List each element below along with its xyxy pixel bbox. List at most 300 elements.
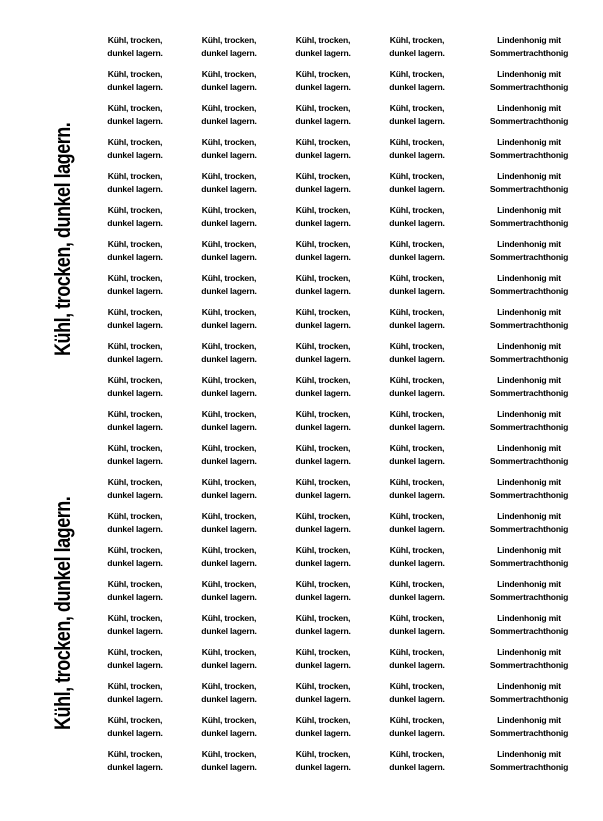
- product-label: [464, 204, 594, 238]
- product-label: [464, 136, 594, 170]
- storage-label: [88, 68, 182, 102]
- label-line1: Kühl, trocken,: [201, 511, 257, 521]
- label-line1: Lindenhonig mit: [497, 341, 561, 351]
- label-line2: dunkel lagern.: [201, 184, 257, 194]
- product-label: [464, 714, 594, 748]
- storage-label: [370, 340, 464, 374]
- storage-label: [370, 646, 464, 680]
- label-row: [88, 680, 594, 714]
- storage-label: [88, 510, 182, 544]
- label-line2: dunkel lagern.: [295, 524, 351, 534]
- storage-label: [276, 646, 370, 680]
- label-line2: dunkel lagern.: [295, 490, 351, 500]
- label-line1: Kühl, trocken,: [201, 103, 257, 113]
- storage-label: [182, 510, 276, 544]
- label-line1: Kühl, trocken,: [389, 137, 445, 147]
- label-line1: Kühl, trocken,: [107, 307, 163, 317]
- label-line1: Lindenhonig mit: [497, 375, 561, 385]
- storage-label: [276, 714, 370, 748]
- storage-label: [276, 204, 370, 238]
- side-label-top: Kühl, trocken, dunkel lagern.: [50, 122, 75, 356]
- label-line2: dunkel lagern.: [201, 354, 257, 364]
- storage-label: [276, 306, 370, 340]
- label-line2: dunkel lagern.: [201, 626, 257, 636]
- storage-label: [370, 68, 464, 102]
- storage-label: [276, 340, 370, 374]
- storage-label: [276, 68, 370, 102]
- product-label: [464, 272, 594, 306]
- label-line2: dunkel lagern.: [201, 728, 257, 738]
- label-line1: Kühl, trocken,: [295, 681, 351, 691]
- storage-label: [276, 408, 370, 442]
- storage-label: [88, 408, 182, 442]
- storage-label: [276, 442, 370, 476]
- label-line1: Lindenhonig mit: [497, 443, 561, 453]
- label-line2: dunkel lagern.: [107, 184, 163, 194]
- product-label: [464, 102, 594, 136]
- product-label: [464, 68, 594, 102]
- label-line1: Kühl, trocken,: [295, 749, 351, 759]
- storage-label: [276, 102, 370, 136]
- label-line2: Sommertrachthonig: [489, 694, 569, 704]
- label-line2: Sommertrachthonig: [489, 660, 569, 670]
- label-line1: Kühl, trocken,: [107, 171, 163, 181]
- label-line1: Lindenhonig mit: [497, 613, 561, 623]
- storage-label: [88, 340, 182, 374]
- label-line2: dunkel lagern.: [201, 456, 257, 466]
- label-line1: Kühl, trocken,: [107, 749, 163, 759]
- label-line1: Kühl, trocken,: [107, 443, 163, 453]
- label-line2: dunkel lagern.: [201, 490, 257, 500]
- storage-label: [182, 748, 276, 782]
- label-line1: Lindenhonig mit: [497, 545, 561, 555]
- storage-label: [182, 646, 276, 680]
- label-line1: Kühl, trocken,: [107, 69, 163, 79]
- label-line1: Kühl, trocken,: [107, 205, 163, 215]
- label-line1: Kühl, trocken,: [295, 613, 351, 623]
- label-line1: Lindenhonig mit: [497, 239, 561, 249]
- label-line2: dunkel lagern.: [389, 558, 445, 568]
- label-line1: Kühl, trocken,: [107, 375, 163, 385]
- product-label: [464, 306, 594, 340]
- label-line1: Kühl, trocken,: [201, 273, 257, 283]
- label-line2: Sommertrachthonig: [489, 82, 569, 92]
- label-line1: Kühl, trocken,: [295, 443, 351, 453]
- label-line2: dunkel lagern.: [389, 762, 445, 772]
- label-line2: dunkel lagern.: [201, 592, 257, 602]
- label-line1: Lindenhonig mit: [497, 205, 561, 215]
- label-line2: dunkel lagern.: [295, 762, 351, 772]
- label-line1: Kühl, trocken,: [201, 375, 257, 385]
- label-row: [88, 476, 594, 510]
- label-line2: dunkel lagern.: [201, 218, 257, 228]
- label-line1: Kühl, trocken,: [389, 749, 445, 759]
- label-line1: Kühl, trocken,: [107, 647, 163, 657]
- label-row: [88, 204, 594, 238]
- label-line2: dunkel lagern.: [107, 252, 163, 262]
- label-line1: Lindenhonig mit: [497, 273, 561, 283]
- label-line1: Kühl, trocken,: [295, 545, 351, 555]
- storage-label: [88, 714, 182, 748]
- label-line2: dunkel lagern.: [201, 660, 257, 670]
- storage-label: [276, 612, 370, 646]
- label-line2: Sommertrachthonig: [489, 150, 569, 160]
- label-line2: dunkel lagern.: [107, 388, 163, 398]
- storage-label: [276, 510, 370, 544]
- storage-label: [276, 374, 370, 408]
- label-line1: Kühl, trocken,: [201, 205, 257, 215]
- label-line2: dunkel lagern.: [107, 728, 163, 738]
- storage-label: [370, 170, 464, 204]
- label-line1: Kühl, trocken,: [389, 477, 445, 487]
- label-line1: Kühl, trocken,: [201, 477, 257, 487]
- label-row: [88, 408, 594, 442]
- label-line1: Kühl, trocken,: [295, 35, 351, 45]
- label-line2: dunkel lagern.: [389, 218, 445, 228]
- storage-label: [370, 544, 464, 578]
- product-label: [464, 340, 594, 374]
- storage-label: [276, 136, 370, 170]
- label-line2: Sommertrachthonig: [489, 320, 569, 330]
- storage-label: [370, 136, 464, 170]
- label-line2: dunkel lagern.: [201, 762, 257, 772]
- label-line1: Kühl, trocken,: [201, 545, 257, 555]
- label-row: [88, 272, 594, 306]
- label-line2: dunkel lagern.: [295, 48, 351, 58]
- label-line2: dunkel lagern.: [295, 252, 351, 262]
- storage-label: [370, 408, 464, 442]
- label-line1: Lindenhonig mit: [497, 749, 561, 759]
- storage-label: [370, 442, 464, 476]
- label-line1: Kühl, trocken,: [295, 273, 351, 283]
- storage-label: [276, 578, 370, 612]
- label-line1: Kühl, trocken,: [107, 35, 163, 45]
- storage-label: [370, 612, 464, 646]
- label-line2: dunkel lagern.: [107, 558, 163, 568]
- label-line2: dunkel lagern.: [295, 150, 351, 160]
- label-row: [88, 646, 594, 680]
- label-row: [88, 340, 594, 374]
- label-row: [88, 170, 594, 204]
- side-label-bottom: Kühl, trocken, dunkel lagern.: [50, 496, 75, 730]
- label-line1: Kühl, trocken,: [107, 545, 163, 555]
- label-line2: Sommertrachthonig: [489, 388, 569, 398]
- label-line1: Kühl, trocken,: [201, 647, 257, 657]
- label-line1: Kühl, trocken,: [389, 239, 445, 249]
- label-line2: dunkel lagern.: [295, 626, 351, 636]
- storage-label: [88, 34, 182, 68]
- label-line2: dunkel lagern.: [389, 660, 445, 670]
- label-line1: Kühl, trocken,: [295, 103, 351, 113]
- label-line2: Sommertrachthonig: [489, 626, 569, 636]
- label-line1: Lindenhonig mit: [497, 647, 561, 657]
- label-line2: dunkel lagern.: [201, 82, 257, 92]
- storage-label: [276, 170, 370, 204]
- label-line2: dunkel lagern.: [389, 184, 445, 194]
- label-line2: dunkel lagern.: [107, 524, 163, 534]
- label-line2: dunkel lagern.: [389, 48, 445, 58]
- label-line1: Kühl, trocken,: [295, 341, 351, 351]
- label-line2: Sommertrachthonig: [489, 524, 569, 534]
- storage-label: [182, 170, 276, 204]
- label-line2: dunkel lagern.: [201, 388, 257, 398]
- label-line1: Kühl, trocken,: [389, 443, 445, 453]
- label-line2: Sommertrachthonig: [489, 218, 569, 228]
- label-line2: dunkel lagern.: [389, 150, 445, 160]
- label-line2: dunkel lagern.: [107, 116, 163, 126]
- label-line2: dunkel lagern.: [107, 48, 163, 58]
- label-line2: dunkel lagern.: [107, 422, 163, 432]
- label-line2: dunkel lagern.: [201, 558, 257, 568]
- label-line2: dunkel lagern.: [295, 184, 351, 194]
- product-label: [464, 238, 594, 272]
- storage-label: [88, 238, 182, 272]
- label-line2: dunkel lagern.: [295, 728, 351, 738]
- label-line1: Kühl, trocken,: [107, 409, 163, 419]
- label-line2: Sommertrachthonig: [489, 592, 569, 602]
- label-row: [88, 68, 594, 102]
- product-label: [464, 578, 594, 612]
- storage-label: [370, 272, 464, 306]
- label-line1: Kühl, trocken,: [295, 511, 351, 521]
- storage-label: [370, 102, 464, 136]
- storage-label: [276, 680, 370, 714]
- label-line1: Kühl, trocken,: [295, 205, 351, 215]
- label-line1: Kühl, trocken,: [107, 273, 163, 283]
- label-line2: dunkel lagern.: [107, 354, 163, 364]
- label-line2: dunkel lagern.: [107, 626, 163, 636]
- label-line1: Kühl, trocken,: [201, 749, 257, 759]
- label-line2: dunkel lagern.: [389, 116, 445, 126]
- label-line1: Kühl, trocken,: [389, 273, 445, 283]
- label-line2: dunkel lagern.: [107, 150, 163, 160]
- storage-label: [276, 476, 370, 510]
- label-line2: Sommertrachthonig: [489, 762, 569, 772]
- label-line2: dunkel lagern.: [295, 456, 351, 466]
- product-label: [464, 442, 594, 476]
- label-line2: dunkel lagern.: [201, 286, 257, 296]
- label-row: [88, 374, 594, 408]
- label-line2: dunkel lagern.: [201, 150, 257, 160]
- label-line2: dunkel lagern.: [389, 524, 445, 534]
- storage-label: [370, 578, 464, 612]
- label-line2: dunkel lagern.: [201, 252, 257, 262]
- storage-label: [276, 238, 370, 272]
- label-line2: dunkel lagern.: [389, 694, 445, 704]
- label-line2: dunkel lagern.: [295, 592, 351, 602]
- storage-label: [182, 612, 276, 646]
- label-line1: Kühl, trocken,: [107, 239, 163, 249]
- label-line1: Lindenhonig mit: [497, 715, 561, 725]
- label-line1: Lindenhonig mit: [497, 171, 561, 181]
- storage-label: [88, 680, 182, 714]
- label-line1: Kühl, trocken,: [295, 137, 351, 147]
- storage-label: [370, 748, 464, 782]
- product-label: [464, 476, 594, 510]
- storage-label: [88, 170, 182, 204]
- label-line1: Lindenhonig mit: [497, 35, 561, 45]
- label-line1: Kühl, trocken,: [201, 307, 257, 317]
- label-row: [88, 136, 594, 170]
- storage-label: [182, 306, 276, 340]
- storage-label: [276, 34, 370, 68]
- label-line2: Sommertrachthonig: [489, 456, 569, 466]
- label-line1: Lindenhonig mit: [497, 409, 561, 419]
- storage-label: [182, 374, 276, 408]
- label-line1: Kühl, trocken,: [201, 715, 257, 725]
- label-line1: Kühl, trocken,: [389, 35, 445, 45]
- label-line2: Sommertrachthonig: [489, 354, 569, 364]
- label-line2: dunkel lagern.: [295, 82, 351, 92]
- storage-label: [370, 510, 464, 544]
- storage-label: [88, 272, 182, 306]
- storage-label: [370, 306, 464, 340]
- label-line2: Sommertrachthonig: [489, 422, 569, 432]
- storage-label: [88, 612, 182, 646]
- label-line2: dunkel lagern.: [389, 82, 445, 92]
- storage-label: [182, 442, 276, 476]
- storage-label: [370, 680, 464, 714]
- product-label: [464, 680, 594, 714]
- label-line1: Kühl, trocken,: [389, 579, 445, 589]
- storage-label: [182, 136, 276, 170]
- product-label: [464, 170, 594, 204]
- storage-label: [88, 136, 182, 170]
- product-label: [464, 544, 594, 578]
- label-line1: Lindenhonig mit: [497, 511, 561, 521]
- label-line2: dunkel lagern.: [295, 388, 351, 398]
- label-line2: dunkel lagern.: [389, 422, 445, 432]
- label-row: [88, 306, 594, 340]
- storage-label: [182, 204, 276, 238]
- label-line1: Kühl, trocken,: [295, 307, 351, 317]
- label-line1: Kühl, trocken,: [107, 477, 163, 487]
- label-line1: Kühl, trocken,: [389, 171, 445, 181]
- label-line2: dunkel lagern.: [389, 354, 445, 364]
- label-line1: Kühl, trocken,: [295, 69, 351, 79]
- label-line2: Sommertrachthonig: [489, 116, 569, 126]
- label-line1: Kühl, trocken,: [389, 409, 445, 419]
- label-line1: Kühl, trocken,: [295, 579, 351, 589]
- storage-label: [88, 442, 182, 476]
- label-line1: Kühl, trocken,: [107, 579, 163, 589]
- label-line1: Lindenhonig mit: [497, 137, 561, 147]
- label-line1: Kühl, trocken,: [389, 375, 445, 385]
- label-row: [88, 442, 594, 476]
- label-line1: Kühl, trocken,: [201, 35, 257, 45]
- storage-label: [370, 34, 464, 68]
- label-line2: dunkel lagern.: [389, 728, 445, 738]
- product-label: [464, 748, 594, 782]
- storage-label: [88, 578, 182, 612]
- label-line2: dunkel lagern.: [389, 320, 445, 330]
- label-row: [88, 510, 594, 544]
- label-line2: Sommertrachthonig: [489, 728, 569, 738]
- label-line1: Lindenhonig mit: [497, 477, 561, 487]
- label-line1: Kühl, trocken,: [201, 613, 257, 623]
- label-line1: Kühl, trocken,: [295, 647, 351, 657]
- label-line2: dunkel lagern.: [201, 48, 257, 58]
- product-label: [464, 612, 594, 646]
- storage-label: [370, 374, 464, 408]
- label-row: [88, 544, 594, 578]
- product-label: [464, 408, 594, 442]
- storage-label: [182, 34, 276, 68]
- label-line1: Kühl, trocken,: [201, 137, 257, 147]
- label-line1: Lindenhonig mit: [497, 307, 561, 317]
- label-line2: Sommertrachthonig: [489, 48, 569, 58]
- storage-label: [182, 578, 276, 612]
- label-line2: Sommertrachthonig: [489, 558, 569, 568]
- label-grid: [88, 34, 594, 782]
- label-line1: Kühl, trocken,: [295, 477, 351, 487]
- storage-label: [276, 272, 370, 306]
- label-line2: Sommertrachthonig: [489, 490, 569, 500]
- label-line1: Kühl, trocken,: [389, 647, 445, 657]
- storage-label: [182, 102, 276, 136]
- label-line2: dunkel lagern.: [389, 252, 445, 262]
- label-line2: dunkel lagern.: [295, 422, 351, 432]
- storage-label: [370, 238, 464, 272]
- label-line1: Kühl, trocken,: [201, 341, 257, 351]
- label-row: [88, 612, 594, 646]
- label-line2: Sommertrachthonig: [489, 184, 569, 194]
- product-label: [464, 34, 594, 68]
- label-line1: Lindenhonig mit: [497, 681, 561, 691]
- label-line2: dunkel lagern.: [389, 286, 445, 296]
- storage-label: [88, 102, 182, 136]
- label-line1: Kühl, trocken,: [389, 341, 445, 351]
- label-line1: Lindenhonig mit: [497, 579, 561, 589]
- label-line2: dunkel lagern.: [107, 490, 163, 500]
- label-line1: Kühl, trocken,: [295, 409, 351, 419]
- label-line1: Kühl, trocken,: [107, 613, 163, 623]
- product-label: [464, 374, 594, 408]
- storage-label: [182, 340, 276, 374]
- label-row: [88, 578, 594, 612]
- storage-label: [182, 544, 276, 578]
- label-line2: dunkel lagern.: [201, 320, 257, 330]
- label-line2: dunkel lagern.: [295, 558, 351, 568]
- label-line2: dunkel lagern.: [201, 116, 257, 126]
- label-line2: dunkel lagern.: [107, 286, 163, 296]
- label-line2: dunkel lagern.: [201, 694, 257, 704]
- label-line2: Sommertrachthonig: [489, 286, 569, 296]
- label-line2: dunkel lagern.: [201, 524, 257, 534]
- storage-label: [182, 68, 276, 102]
- product-label: [464, 646, 594, 680]
- label-line1: Kühl, trocken,: [201, 171, 257, 181]
- label-line2: dunkel lagern.: [295, 116, 351, 126]
- storage-label: [370, 204, 464, 238]
- storage-label: [276, 544, 370, 578]
- label-line2: dunkel lagern.: [389, 388, 445, 398]
- label-line2: dunkel lagern.: [295, 354, 351, 364]
- label-line1: Kühl, trocken,: [389, 681, 445, 691]
- storage-label: [88, 374, 182, 408]
- storage-label: [88, 476, 182, 510]
- storage-label: [88, 748, 182, 782]
- label-line1: Lindenhonig mit: [497, 69, 561, 79]
- storage-label: [88, 544, 182, 578]
- label-line1: Kühl, trocken,: [107, 715, 163, 725]
- label-row: [88, 34, 594, 68]
- label-line2: dunkel lagern.: [107, 694, 163, 704]
- storage-label: [182, 714, 276, 748]
- label-row: [88, 748, 594, 782]
- label-line1: Kühl, trocken,: [201, 443, 257, 453]
- storage-label: [88, 646, 182, 680]
